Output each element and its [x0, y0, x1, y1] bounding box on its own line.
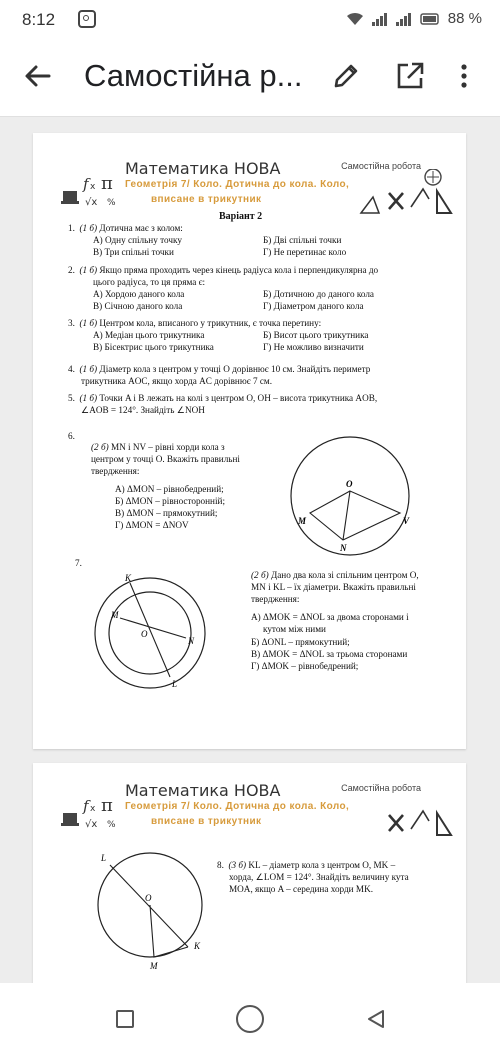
q3-option-d: Г) Не можливо визначити — [263, 342, 364, 352]
app-bar — [0, 38, 500, 117]
wifi-icon — [346, 12, 364, 26]
topic-line-1: Геометрія 7/ Коло. Дотична до кола. Коло, — [125, 179, 350, 190]
q6-label-n: N — [340, 543, 347, 553]
status-icons — [346, 10, 482, 27]
page-1[interactable] — [33, 133, 466, 749]
battery-percent: 88 % — [447, 10, 482, 27]
svg-text:√x: √x — [85, 197, 98, 208]
edit-pencil-icon[interactable] — [330, 60, 362, 92]
q3-option-a: А) Медіан цього трикутника — [93, 330, 205, 340]
q5-text-line-2: ∠AOB = 124°. Знайдіть ∠NOH — [81, 405, 205, 415]
badge-self-work-2: Самостійна робота — [341, 783, 421, 793]
svg-text:π: π — [101, 173, 113, 194]
battery-icon — [420, 13, 440, 25]
question-7-number: 7. — [75, 558, 82, 568]
math-symbols-logo-icon — [59, 161, 127, 211]
svg-text:x: x — [90, 804, 96, 814]
question-5: 5. (1 б) Точки A і B лежать на колі з центром O, OH – висота трикутника AOB, — [68, 393, 378, 403]
question-6-number: 6. — [68, 431, 75, 441]
q6-circle-diagram — [288, 433, 428, 563]
q7-option-d: Г) ΔMOK – рівнобедрений; — [251, 661, 359, 671]
question-1: 1. (1 б) Дотична має з колом: — [68, 223, 183, 233]
q3-option-b: Б) Висот цього трикутника — [263, 330, 369, 340]
q7-concentric-circles-diagram — [88, 571, 238, 691]
q2-option-a: А) Хордою даного кола — [93, 289, 185, 299]
q7-option-a-cont: кутом між ними — [263, 624, 326, 634]
q6-option-a: А) ΔMON – рівнобедрений; — [115, 484, 224, 494]
q3-option-c: В) Бісектрис цього трикутника — [93, 342, 214, 352]
topic-line-2: вписане в трикутник — [151, 194, 262, 205]
q8-line-3: MOA, якщо A – середина хорди MK. — [229, 884, 374, 894]
svg-text:%: % — [107, 198, 116, 208]
q7-line-3: твердження: — [251, 594, 300, 604]
q6-option-b: Б) ΔMON – рівносторонній; — [115, 496, 225, 506]
system-nav-bar — [0, 983, 500, 1055]
q7-label-k: K — [125, 573, 132, 583]
q7-label-l: L — [172, 679, 178, 689]
q1-option-d: Г) Не перетинає коло — [263, 247, 347, 257]
q2-option-d: Г) Діаметром даного кола — [263, 301, 364, 311]
q8-label-l: L — [101, 853, 107, 863]
status-bar — [0, 0, 500, 38]
q6-label-m: M — [298, 516, 307, 526]
q2-text-line-2: цього радіуса, то ця пряма є: — [93, 277, 206, 287]
brand-title: Математика НОВА — [125, 159, 281, 178]
svg-text:π: π — [101, 795, 113, 816]
math-symbols-logo-icon — [59, 783, 127, 833]
q1-option-b: Б) Дві спільні точки — [263, 235, 342, 245]
document-title: Самостійна р... — [84, 58, 303, 93]
q1-option-c: В) Три спільні точки — [93, 247, 174, 257]
signal-icon — [372, 12, 388, 26]
q8-label-o: O — [145, 893, 152, 903]
geometry-tools-icon — [353, 169, 453, 217]
question-3: 3. (1 б) Центром кола, вписаного у трикутник, є точка перетину: — [68, 318, 322, 328]
question-4: 4. (1 б) Діаметр кола з центром у точці O дорівнює 10 см. Знайдіть периметр — [68, 364, 371, 374]
back-arrow-icon[interactable] — [22, 60, 54, 92]
q7-option-c: В) ΔMOK = ΔNOL за трьома сторонами — [251, 649, 408, 659]
open-external-icon[interactable] — [394, 60, 426, 92]
q6-line-3: твердження: — [91, 466, 140, 476]
badge-self-work: Самостійна робота — [341, 161, 421, 171]
question-2: 2. (1 б) Якщо пряма проходить через кінець радіуса кола і перпендикулярна до — [68, 265, 379, 275]
instagram-icon — [78, 10, 96, 28]
svg-text:%: % — [107, 820, 116, 830]
svg-text:f: f — [83, 175, 89, 193]
q2-option-c: В) Січною даного кола — [93, 301, 183, 311]
svg-text:f: f — [83, 797, 89, 815]
q6-label-o: O — [346, 479, 353, 489]
q6-option-c: В) ΔMON – прямокутний; — [115, 508, 218, 518]
variant-label: Варіант 2 — [219, 211, 263, 222]
topic-line-2-2: вписане в трикутник — [151, 816, 262, 827]
question-7: (2 б) Дано два кола зі спільним центром O, — [251, 570, 419, 580]
geometry-tools-icon — [353, 791, 453, 839]
topic-line-1-2: Геометрія 7/ Коло. Дотична до кола. Коло, — [125, 801, 350, 812]
svg-text:√x: √x — [85, 819, 98, 830]
q7-line-2: MN і KL – їх діаметри. Вкажіть правильні — [251, 582, 416, 592]
q4-text-line-2: трикутника AOC, якщо хорда AC дорівнює 7 см. — [81, 376, 273, 386]
q8-circle-diagram — [88, 843, 238, 973]
q8-label-m: M — [150, 961, 158, 971]
page-2[interactable] — [33, 763, 466, 983]
q7-label-n: N — [188, 636, 195, 646]
signal-2-icon — [396, 12, 412, 26]
q2-option-b: Б) Дотичною до даного кола — [263, 289, 374, 299]
back-triangle-icon[interactable] — [365, 1008, 387, 1030]
q6-label-v: V — [403, 516, 410, 526]
q7-label-m: M — [111, 610, 119, 620]
q7-label-o: O — [141, 629, 148, 639]
svg-text:x: x — [90, 182, 96, 192]
question-8: 8. (3 б) KL – діаметр кола з центром O, MK – — [217, 860, 396, 870]
brand-title-2: Математика НОВА — [125, 781, 281, 800]
q6-line-2: центром у точці O. Вкажіть правильні — [91, 454, 240, 464]
q7-option-b: Б) ΔONL – прямокутний; — [251, 637, 350, 647]
question-6: (2 б) MN і NV – рівні хорди кола з — [91, 442, 225, 452]
more-vert-icon[interactable] — [456, 60, 472, 92]
q8-line-2: хорда, ∠LOM = 124°. Знайдіть величину кута — [229, 872, 409, 882]
home-icon[interactable] — [234, 1003, 266, 1035]
q1-option-a: А) Одну спільну точку — [93, 235, 182, 245]
q7-option-a: А) ΔMOK = ΔNOL за двома сторонами і — [251, 612, 409, 622]
status-time: 8:12 — [22, 10, 56, 29]
q8-label-k: K — [194, 941, 201, 951]
q6-option-d: Г) ΔMON = ΔNOV — [115, 520, 189, 530]
recent-apps-icon[interactable] — [115, 1009, 135, 1029]
